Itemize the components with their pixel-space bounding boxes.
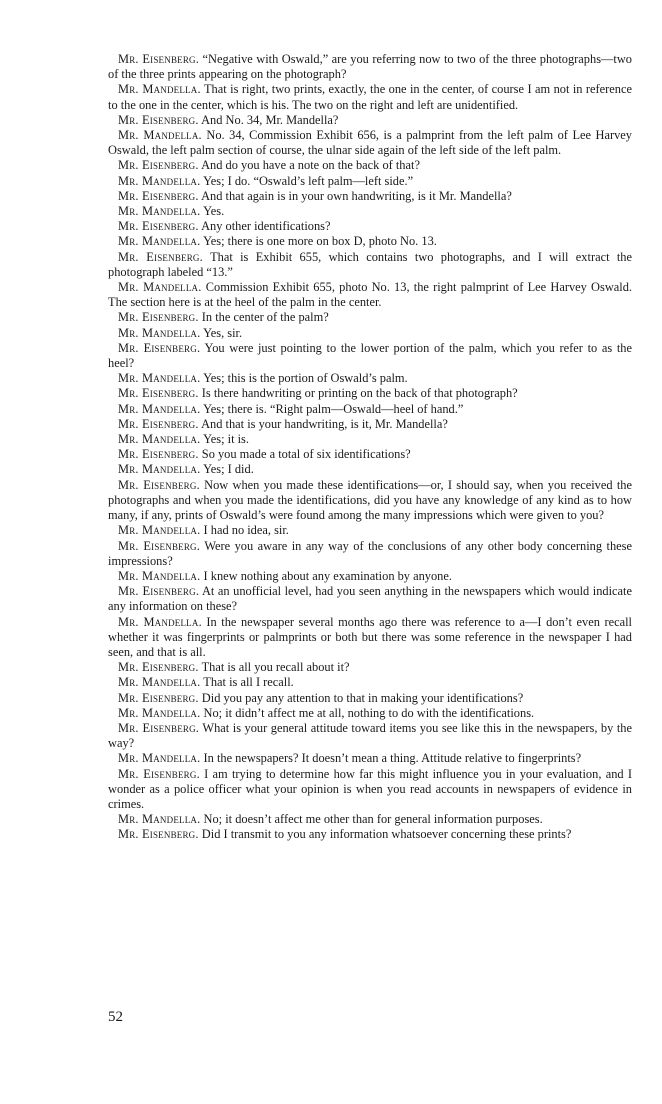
transcript-paragraph	[108, 386, 632, 401]
speaker-label: Mr. Mandella.	[118, 82, 201, 97]
transcript-paragraph	[108, 812, 632, 827]
speech-text: Yes; I do. “Oswald’s left palm—left side.”	[203, 173, 414, 188]
transcript-paragraph	[108, 204, 632, 219]
speech-text: Yes; there is one more on box D, photo No. 13.	[203, 234, 437, 249]
speech-text: In the center of the palm?	[201, 310, 329, 325]
speaker-label: Mr. Eisenberg.	[118, 827, 199, 842]
transcript-paragraph	[108, 280, 632, 310]
speech-text: So you made a total of six identifications?	[201, 447, 411, 462]
transcript-paragraph	[108, 478, 632, 524]
speech-text: Did I transmit to you any information whatsoever concerning these prints?	[201, 827, 572, 842]
speech-text: Any other identifications?	[201, 219, 331, 234]
speech-text: That is all I recall.	[203, 675, 294, 690]
speech-text: Were you aware in any way of the conclusions of any other body concerning these impressions?	[108, 538, 632, 568]
speaker-label: Mr. Eisenberg.	[118, 416, 199, 431]
speaker-label: Mr. Mandella.	[118, 234, 201, 249]
transcript-paragraph	[108, 82, 632, 112]
speaker-label: Mr. Eisenberg.	[118, 340, 201, 355]
speech-text: That is Exhibit 655, which contains two photographs, and I will extract the photograph labeled “13.”	[108, 249, 632, 279]
speech-text: At an unofficial level, had you seen anything in the newspapers which would indicate any information on these?	[108, 584, 632, 614]
speaker-label: Mr. Mandella.	[118, 401, 201, 416]
speaker-label: Mr. Eisenberg.	[118, 249, 203, 264]
speech-text: And No. 34, Mr. Mandella?	[201, 112, 339, 127]
speaker-label: Mr. Mandella.	[118, 523, 201, 538]
transcript-paragraph	[108, 310, 632, 325]
transcript-paragraph	[108, 402, 632, 417]
speech-text: In the newspaper several months ago there was reference to a—I don’t even recall whether it was fingerprints or palmprints or both but there was some reference in the newspaper I had seen, and that is all.	[108, 614, 632, 659]
transcript-paragraph	[108, 219, 632, 234]
transcript-paragraph	[108, 189, 632, 204]
transcript-paragraph	[108, 751, 632, 766]
transcript-paragraph	[108, 706, 632, 721]
speaker-label: Mr. Mandella.	[118, 568, 201, 583]
speech-text: Is there handwriting or printing on the back of that photograph?	[201, 386, 518, 401]
speech-text: And that again is in your own handwriting, is it Mr. Mandella?	[201, 188, 512, 203]
speech-text: “Negative with Oswald,” are you referring now to two of the three photographs—two of the three prints appearing on the photograph?	[108, 52, 632, 82]
transcript-paragraph	[108, 432, 632, 447]
speech-text: And do you have a note on the back of that?	[201, 158, 420, 173]
speaker-label: Mr. Eisenberg.	[118, 720, 200, 735]
transcript-paragraph	[108, 767, 632, 813]
speaker-label: Mr. Mandella.	[118, 128, 202, 143]
speaker-label: Mr. Eisenberg.	[118, 52, 200, 66]
speech-text: Did you pay any attention to that in making your identifications?	[201, 690, 524, 705]
transcript-paragraph	[108, 539, 632, 569]
speech-text: I knew nothing about any examination by anyone.	[203, 568, 452, 583]
speech-text: You were just pointing to the lower portion of the palm, which you refer to as the heel?	[108, 340, 633, 371]
speaker-label: Mr. Mandella.	[118, 204, 201, 219]
transcript-paragraph	[108, 584, 632, 614]
speech-text: Yes; I did.	[203, 462, 254, 477]
speech-text: Now when you made these identifications—or, I should say, when you received the photographs and when you made the identifications, did you have any knowledge of any kind as to how many, if any, prints of Oswald’s were found among the many impressions which were given to you?	[108, 477, 632, 523]
speaker-label: Mr. Eisenberg.	[118, 766, 200, 781]
speech-text: Yes; it is.	[203, 432, 249, 447]
transcript-paragraph	[108, 417, 632, 432]
transcript-paragraph	[108, 234, 632, 249]
speaker-label: Mr. Eisenberg.	[118, 477, 200, 492]
transcript-paragraph	[108, 660, 632, 675]
speaker-label: Mr. Mandella.	[118, 812, 201, 827]
speech-text: No; it didn’t affect me at all, nothing to do with the identifications.	[203, 705, 535, 720]
speaker-label: Mr. Eisenberg.	[118, 447, 199, 462]
transcript-paragraph	[108, 250, 632, 280]
speech-text: In the newspapers? It doesn’t mean a thing. Attitude relative to fingerprints?	[203, 751, 582, 766]
speech-text: That is all you recall about it?	[201, 660, 350, 675]
transcript-paragraph	[108, 615, 632, 661]
transcript-paragraph	[108, 174, 632, 189]
speaker-label: Mr. Mandella.	[118, 371, 201, 386]
speaker-label: Mr. Mandella.	[118, 280, 202, 295]
transcript-paragraph	[108, 675, 632, 690]
speaker-label: Mr. Mandella.	[118, 675, 201, 690]
speaker-label: Mr. Eisenberg.	[118, 690, 199, 705]
transcript-paragraph	[108, 326, 632, 341]
speaker-label: Mr. Mandella.	[118, 325, 201, 340]
speaker-label: Mr. Mandella.	[118, 432, 201, 447]
speech-text: No. 34, Commission Exhibit 656, is a palmprint from the left palm of Lee Harvey Oswald, the left palm section of course, the ulnar side again of the left side of the left palm.	[108, 128, 632, 158]
speech-text: Yes, sir.	[203, 325, 243, 340]
speech-text: That is right, two prints, exactly, the one in the center, of course I am not in reference to the one in the center, which is his. The two on the right and left are unidentified.	[108, 82, 632, 112]
speech-text: I am trying to determine how far this might influence you in your evaluation, and I wonder as a police officer what your opinion is when you read accounts in newspapers of evidence in crimes.	[108, 766, 632, 811]
speech-text: No; it doesn’t affect me other than for general information purposes.	[203, 812, 543, 827]
speaker-label: Mr. Eisenberg.	[118, 584, 200, 599]
transcript-paragraph	[108, 128, 632, 158]
speaker-label: Mr. Eisenberg.	[118, 660, 199, 675]
speech-text: Yes.	[203, 204, 225, 219]
transcript-paragraph	[108, 341, 632, 371]
speaker-label: Mr. Eisenberg.	[118, 112, 199, 127]
speech-text: Yes; this is the portion of Oswald’s palm.	[203, 371, 408, 386]
transcript-paragraph	[108, 447, 632, 462]
transcript-paragraph	[108, 721, 632, 751]
speaker-label: Mr. Eisenberg.	[118, 538, 201, 553]
speaker-label: Mr. Mandella.	[118, 173, 201, 188]
speaker-label: Mr. Eisenberg.	[118, 188, 199, 203]
speaker-label: Mr. Eisenberg.	[118, 219, 199, 234]
speaker-label: Mr. Eisenberg.	[118, 158, 199, 173]
transcript-paragraph	[108, 113, 632, 128]
transcript-page	[108, 52, 632, 843]
speech-text: Yes; there is. “Right palm—Oswald—heel of hand.”	[203, 401, 464, 416]
transcript-paragraph	[108, 691, 632, 706]
transcript-paragraph	[108, 371, 632, 386]
speech-text: What is your general attitude toward items you see like this in the newspapers, by the way?	[108, 720, 632, 751]
speaker-label: Mr. Mandella.	[118, 751, 201, 766]
speech-text: I had no idea, sir.	[203, 523, 289, 538]
speaker-label: Mr. Eisenberg.	[118, 310, 199, 325]
page-number: 52	[108, 1009, 123, 1025]
speaker-label: Mr. Mandella.	[118, 614, 202, 629]
transcript-paragraph	[108, 52, 632, 82]
transcript-paragraph	[108, 158, 632, 173]
speech-text: And that is your handwriting, is it, Mr. Mandella?	[201, 416, 448, 431]
transcript-paragraph	[108, 462, 632, 477]
transcript-paragraph	[108, 827, 632, 842]
speaker-label: Mr. Mandella.	[118, 705, 201, 720]
speech-text: Commission Exhibit 655, photo No. 13, the right palmprint of Lee Harvey Oswald. The section here is at the heel of the palm in the center.	[108, 280, 633, 310]
transcript-paragraph	[108, 569, 632, 584]
speaker-label: Mr. Eisenberg.	[118, 386, 199, 401]
transcript-paragraph	[108, 523, 632, 538]
speaker-label: Mr. Mandella.	[118, 462, 201, 477]
